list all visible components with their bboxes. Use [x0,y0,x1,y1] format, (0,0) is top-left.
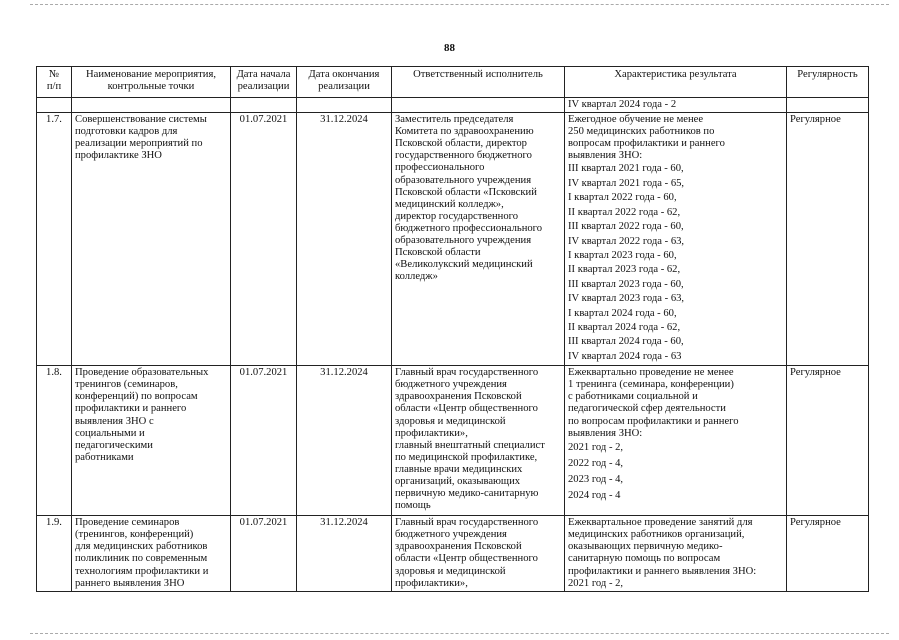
cell-end-date: 31.12.2024 [297,516,392,592]
cell-responsible: Заместитель председателя Комитета по здравоохранению Псковской области, директор государственного бюджетного профессионального образовательного учреждения Псковской области «Псковский медицинский колледж», директор государственного бюджетного профессионального образовательного учреждения Псковской области «Великолукский медицинский колледж» [392,113,565,366]
result-item: I квартал 2024 года - 60, [568,307,677,319]
result-item: II квартал 2022 года - 62, [568,206,681,218]
result-item: 2023 год - 4, [568,473,624,485]
cell-end-date [297,98,392,113]
cell-number: 1.7. [37,113,72,366]
table-row [37,113,869,366]
scan-edge-top [30,4,889,5]
cell-number [37,98,72,113]
table-row [37,366,869,516]
cell-start-date: 01.07.2021 [231,113,297,366]
result-item: III квартал 2023 года - 60, [568,278,684,290]
table-row-continuation [37,98,869,113]
result-item: IV квартал 2021 года - 65, [568,177,685,189]
page-number: 88 [444,42,455,54]
result-intro: Ежеквартальное проведение занятий для медицинских работников организаций, оказывающих первичную медико- санитарную помощь по вопросам профилактики и раннего выявления ЗНО: [568,517,757,577]
cell-number: 1.8. [37,366,72,516]
result-item: IV квартал 2024 года - 63 [568,350,682,362]
result-item: III квартал 2022 года - 60, [568,221,684,233]
cell-regularity: Регулярное [787,516,869,592]
table-header-row [37,67,869,98]
activities-table [36,66,869,592]
header-end-date: Дата окончания реализации [297,67,392,98]
result-item: 2021 год - 2, [568,577,624,589]
cell-end-date: 31.12.2024 [297,366,392,516]
result-item: III квартал 2021 года - 60, [568,163,684,175]
header-number: № п/п [37,67,72,98]
cell-result [565,113,787,366]
cell-start-date: 01.07.2021 [231,516,297,592]
result-intro: Ежеквартально проведение не менее 1 тренинга (семинара, конференции) с работниками социальной и педагогической сфер деятельности по вопросам профилактики и раннего выявления ЗНО: [568,367,739,439]
cell-result [565,516,787,592]
cell-activity-name: Проведение образовательных тренингов (семинаров, конференций) по вопросам профилактики и раннего выявления ЗНО с социальными и педагогическими работниками [72,366,231,516]
result-intro: Ежегодное обучение не менее 250 медицинских работников по вопросам профилактики и раннего выявления ЗНО: [568,114,725,162]
result-item: 2024 год - 4 [568,489,621,501]
header-regularity: Регулярность [787,67,869,98]
result-item: II квартал 2023 года - 62, [568,264,681,276]
cell-activity-name: Совершенствование системы подготовки кадров для реализации мероприятий по профилактике ЗНО [72,113,231,366]
result-item: IV квартал 2022 года - 63, [568,235,685,247]
header-start-date: Дата начала реализации [231,67,297,98]
cell-responsible: Главный врач государственного бюджетного учреждения здравоохранения Псковской области «Центр общественного здоровья и медицинской профилактики», [392,516,565,592]
cell-responsible: Главный врач государственного бюджетного учреждения здравоохранения Псковской области «Центр общественного здоровья и медицинской профилактики», главный внештатный специалист по медицинской профилактике, главные врачи медицинских организаций, оказывающих первичную медико-санитарную помощь [392,366,565,516]
cell-result: IV квартал 2024 года - 2 [565,98,787,113]
cell-start-date: 01.07.2021 [231,366,297,516]
result-item: III квартал 2024 года - 60, [568,336,684,348]
cell-number: 1.9. [37,516,72,592]
header-result: Характеристика результата [565,67,787,98]
result-item: II квартал 2024 года - 62, [568,321,681,333]
cell-result [565,366,787,516]
header-responsible: Ответственный исполнитель [392,67,565,98]
result-item: 2022 год - 4, [568,457,624,469]
cell-regularity: Регулярное [787,366,869,516]
cell-activity-name: Проведение семинаров (тренингов, конференций) для медицинских работников поликлиник по современным технологиям профилактики и раннего выявления ЗНО [72,516,231,592]
scan-edge-bottom [30,633,889,634]
cell-activity-name [72,98,231,113]
cell-responsible [392,98,565,113]
cell-end-date: 31.12.2024 [297,113,392,366]
header-activity-name: Наименование мероприятия, контрольные точки [72,67,231,98]
result-item: IV квартал 2023 года - 63, [568,293,685,305]
table-row [37,516,869,592]
cell-start-date [231,98,297,113]
result-item: 2021 год - 2, [568,441,624,453]
cell-regularity [787,98,869,113]
result-item: I квартал 2023 года - 60, [568,249,677,261]
result-item: I квартал 2022 года - 60, [568,192,677,204]
cell-regularity: Регулярное [787,113,869,366]
